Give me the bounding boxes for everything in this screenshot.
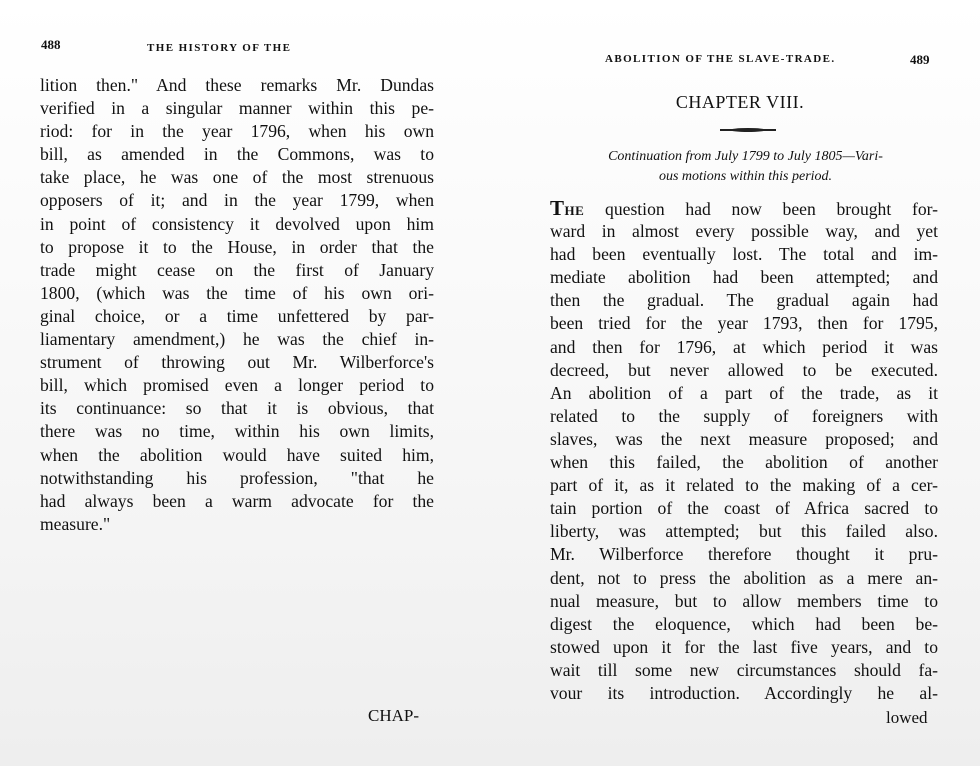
body-line: verified in a singular manner within this pe- [40,98,434,119]
body-line: measure." [40,513,111,534]
body-line: digest the eloquence, which had been be- [550,613,938,634]
body-line: notwithstanding his profession, "that he [40,467,434,488]
summary-line: ous motions within this period. [658,169,833,184]
body-line: An abolition of a part of the trade, as it [550,382,938,403]
body-line: related to the supply of foreigners with [550,405,938,426]
body-line: mediate abolition had been attempted; and [550,267,938,288]
body-line: tain portion of the coast of Africa sacred to [550,498,938,519]
body-line: wait till some new circumstances should fa- [550,659,938,680]
first-line-rest: question had now been brought for- [584,199,938,219]
chapter-summary [548,147,943,187]
body-line: in point of consistency it devolved upon him [40,213,434,234]
body-line: part of it, as it related to the making of a cer- [550,475,938,496]
body-line: liamentary amendment,) he was the chief in- [40,329,434,350]
body-line: bill, as amended in the Commons, was to [40,144,434,165]
body-line: strument of throwing out Mr. Wilberforce's [40,352,434,373]
body-line: vour its introduction. Accordingly he al- [550,682,938,703]
body-line: riod: for in the year 1796, when his own [40,121,434,142]
chapter-title: CHAPTER VIII. [675,92,805,112]
body-line: take place, he was one of the most strenuous [40,167,434,188]
summary-line: Continuation from July 1799 to July 1805—Vari- [608,149,883,164]
body-line: trade might cease on the first of January [40,259,434,280]
right-page-number: 489 [910,52,930,67]
body-line: had always been a warm advocate for the [40,490,434,511]
body-line: liberty, was attempted; but this failed also. [550,521,938,542]
body-line: slaves, was the next measure proposed; and [550,428,938,449]
body-line: Mr. Wilberforce therefore thought it pru- [550,544,938,565]
body-line: and then for 1796, at which period it was [550,336,938,357]
body-line: lition then." And these remarks Mr. Dundas [40,75,434,95]
drop-cap: T [550,196,565,220]
right-catchword: lowed [886,708,928,727]
left-catchword: CHAP- [368,706,420,725]
body-line: stowed upon it for the last five years, and to [550,636,938,657]
right-page [490,0,980,766]
right-body-text [550,197,938,705]
body-line: ward in almost every possible way, and yet [550,221,938,242]
body-line [550,197,938,220]
left-body-text [40,74,434,536]
body-line: when the abolition would have suited him, [40,444,434,465]
body-line: been tried for the year 1793, then for 1795, [550,313,938,334]
body-line: dent, not to press the abolition as a mere an- [550,567,938,588]
body-line: bill, which promised even a longer period to [40,375,434,396]
body-line: had been eventually lost. The total and im- [550,244,938,265]
body-line: then the gradual. The gradual again had [550,290,938,311]
body-line: ginal choice, or a time unfettered by par- [40,305,434,326]
drop-cap-rest: HE [564,203,585,218]
left-page-number: 488 [41,37,61,52]
right-running-head: ABOLITION OF THE SLAVE-TRADE. [605,53,836,65]
body-line: nual measure, but to allow members time to [550,590,938,611]
body-line: opposers of it; and in the year 1799, when [40,190,434,211]
left-running-head: THE HISTORY OF THE [147,42,292,54]
body-line: its continuance: so that it is obvious, that [40,398,434,419]
body-line: when this failed, the abolition of another [550,452,938,473]
body-line: decreed, but never allowed to be executed. [550,359,938,380]
body-line: to propose it to the House, in order that the [40,236,434,257]
chapter-ornament-rule [720,129,776,131]
body-line: 1800, (which was the time of his own ori- [40,282,434,303]
body-line: there was no time, within his own limits, [40,421,434,442]
